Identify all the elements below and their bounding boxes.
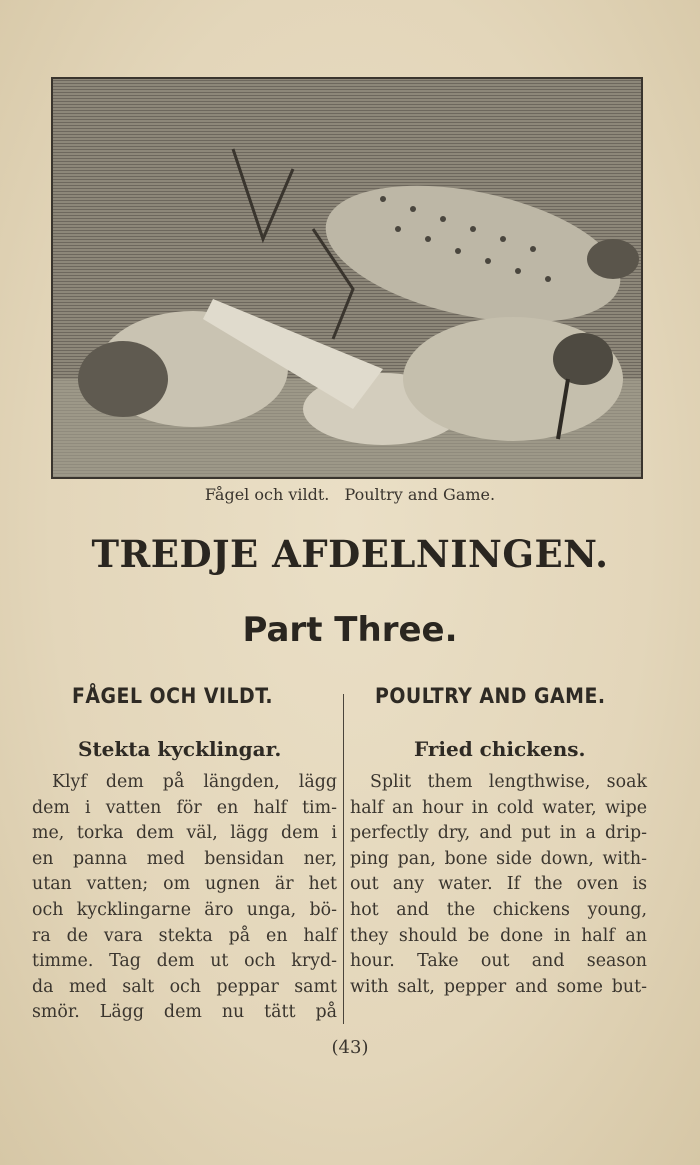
text-line: hour. Take out and season [350,951,647,972]
text-line: da med salt och peppar samt [32,976,337,997]
game-birds-engraving-icon [53,79,641,477]
column-divider [343,694,344,1024]
text-line: ping pan, bone side down, with- [350,848,647,869]
text-line: och kycklingarne äro unga, bö- [32,899,337,920]
text-line: en panna med bensidan ner, [32,848,337,869]
right-column-text [350,770,647,1000]
left-recipe-title: Stekta kycklingar. [78,737,282,761]
text-line: perfectly dry, and put in a drip- [350,823,647,844]
page-number: (43) [331,1037,369,1058]
illustration-caption [0,485,700,504]
text-line: me, torka dem väl, lägg dem i [32,823,337,844]
text-line: ra de vara stekta på en half [32,925,337,946]
illustration-plate [51,77,643,479]
text-line: Klyf dem på längden, lägg [52,772,337,792]
right-recipe-title: Fried chickens. [414,737,586,761]
part-title-english: Part Three. [242,610,458,650]
caption-swedish: Fågel och vildt. [204,485,330,504]
left-section-title: FÅGEL OCH VILDT. [72,684,274,708]
text-line: they should be done in half an [350,925,647,946]
text-line: hot and the chickens young, [350,899,647,920]
text-line: half an hour in cold water, wipe [350,797,647,818]
left-column-text [32,770,337,1026]
caption-english: Poultry and Game. [344,485,496,504]
text-line: out any water. If the oven is [350,874,647,895]
text-line: with salt, pepper and some but- [350,976,647,997]
text-line: dem i vatten för en half tim- [32,797,337,818]
right-section-title: POULTRY AND GAME. [375,684,606,708]
text-line: Split them lengthwise, soak [370,772,647,792]
text-line: timme. Tag dem ut och kryd- [32,951,337,972]
text-line: utan vatten; om ugnen är het [32,874,337,895]
part-title-swedish: TREDJE AFDELNINGEN. [91,532,609,576]
text-line: smör. Lägg dem nu tätt på [32,1002,337,1023]
